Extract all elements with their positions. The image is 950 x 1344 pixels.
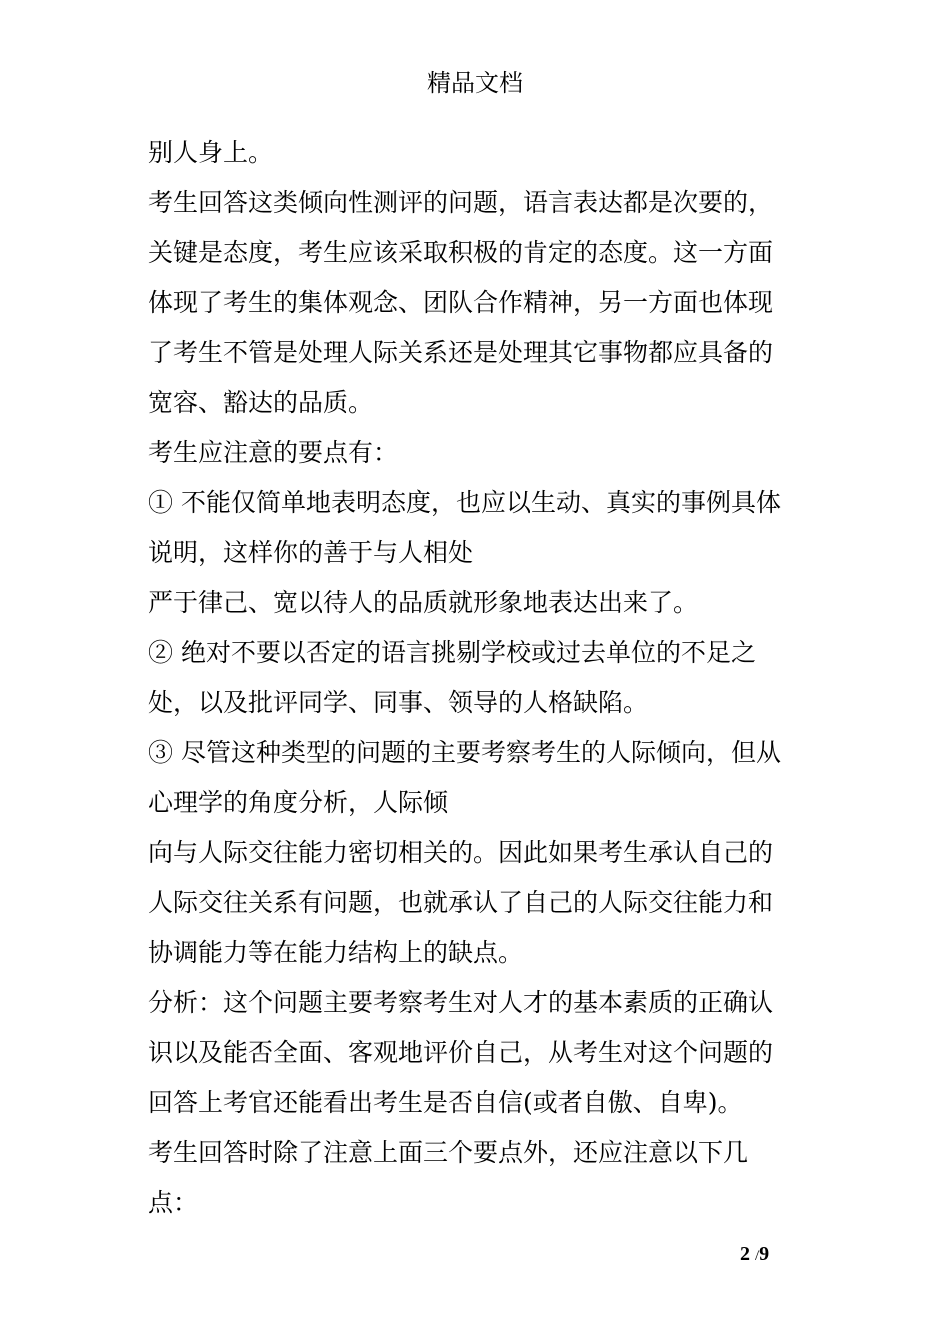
text-line: 考生应注意的要点有： [148,438,399,467]
total-pages: 9 [759,1243,770,1265]
text-line: 严于律己、宽以待人的品质就形象地表达出来了。 [148,588,699,617]
text-line: 考生回答这类倾向性测评的问题，语言表达都是次要的， [148,188,774,217]
text-line: ③ 尽管这种类型的问题的主要考察考生的人际倾向，但从 [148,738,781,767]
text-line: 协调能力等在能力结构上的缺点。 [148,938,524,967]
page-header-title: 精品文档 [427,69,523,97]
text-line: 分析：这个问题主要考察考生对人才的基本素质的正确认 [148,988,774,1017]
text-line: ② 绝对不要以否定的语言挑剔学校或过去单位的不足之 [148,638,756,667]
text-line: 了考生不管是处理人际关系还是处理其它事物都应具备的 [148,338,774,367]
page-separator: / [755,1248,760,1264]
text-line: 说明，这样你的善于与人相处 [148,538,474,567]
text-line: 别人身上。 [148,138,274,167]
text-line: 心理学的角度分析，人际倾 [148,788,449,817]
text-line: 人际交往关系有问题，也就承认了自己的人际交往能力和 [148,888,774,917]
text-line: ① 不能仅简单地表明态度，也应以生动、真实的事例具体 [148,488,781,517]
text-line: 考生回答时除了注意上面三个要点外，还应注意以下几 [148,1138,749,1167]
text-line: 关键是态度，考生应该采取积极的肯定的态度。这一方面 [148,238,774,267]
text-line: 体现了考生的集体观念、团队合作精神，另一方面也体现 [148,288,774,317]
text-line: 识以及能否全面、客观地评价自己，从考生对这个问题的 [148,1038,774,1067]
page-number [740,1240,769,1270]
text-line: 点： [148,1188,199,1217]
document-body [148,128,808,1228]
text-line: 向与人际交往能力密切相关的。因此如果考生承认自己的 [148,838,774,867]
current-page: 2 [740,1243,750,1265]
text-line: 回答上考官还能看出考生是否自信(或者自傲、自卑)。 [148,1088,743,1117]
text-line: 宽容、豁达的品质。 [148,388,374,417]
text-line: 处，以及批评同学、同事、领导的人格缺陷。 [148,688,649,717]
